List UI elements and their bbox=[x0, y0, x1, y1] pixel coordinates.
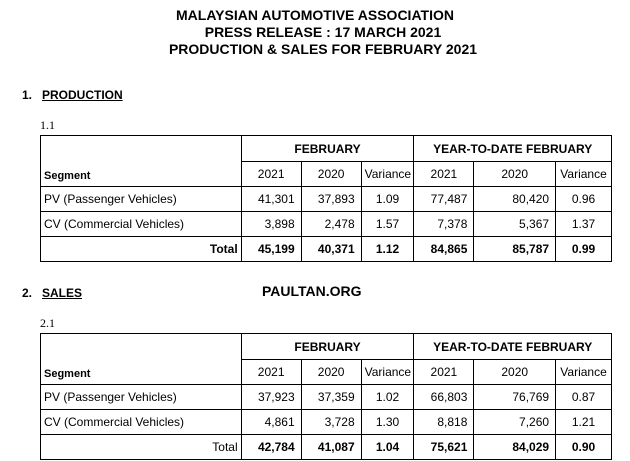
value-cell: 8,818 bbox=[414, 410, 474, 435]
total-variance-cell: 0.99 bbox=[556, 237, 612, 262]
section-number: 2. bbox=[22, 286, 33, 300]
column-header: 2021 bbox=[241, 360, 301, 385]
value-cell: 77,487 bbox=[414, 187, 474, 212]
column-header: 2021 bbox=[241, 162, 301, 187]
column-header: 2020 bbox=[474, 162, 556, 187]
value-cell: 41,301 bbox=[241, 187, 301, 212]
variance-cell: 1.30 bbox=[361, 410, 414, 435]
press-title-subject: PRODUCTION & SALES FOR FEBRUARY 2021 bbox=[168, 41, 478, 57]
ytd-group-header: YEAR-TO-DATE FEBRUARY bbox=[414, 334, 612, 360]
total-variance-cell: 1.04 bbox=[361, 435, 414, 460]
total-row bbox=[41, 237, 612, 262]
february-group-header: FEBRUARY bbox=[241, 334, 414, 360]
segment-cell: PV (Passenger Vehicles) bbox=[41, 187, 242, 212]
total-value-cell: 45,199 bbox=[241, 237, 301, 262]
press-title-association: MALAYSIAN AUTOMOTIVE ASSOCIATION bbox=[176, 7, 454, 23]
production-table bbox=[40, 135, 612, 262]
section-number: 1. bbox=[22, 88, 33, 102]
variance-cell: 0.87 bbox=[556, 385, 612, 410]
total-value-cell: 42,784 bbox=[241, 435, 301, 460]
variance-cell: 1.21 bbox=[556, 410, 612, 435]
column-header: Variance bbox=[361, 360, 414, 385]
table-sublabel-sales: 2.1 bbox=[40, 316, 55, 330]
value-cell: 7,378 bbox=[414, 212, 474, 237]
total-value-cell: 84,029 bbox=[474, 435, 556, 460]
column-header: Variance bbox=[361, 162, 414, 187]
total-value-cell: 85,787 bbox=[474, 237, 556, 262]
value-cell: 37,923 bbox=[241, 385, 301, 410]
column-header: 2020 bbox=[474, 360, 556, 385]
value-cell: 2,478 bbox=[301, 212, 361, 237]
table-row bbox=[41, 410, 612, 435]
value-cell: 3,728 bbox=[301, 410, 361, 435]
segment-cell: CV (Commercial Vehicles) bbox=[41, 212, 242, 237]
section-title: PRODUCTION bbox=[42, 88, 123, 102]
column-header: 2021 bbox=[414, 162, 474, 187]
february-group-header: FEBRUARY bbox=[241, 136, 414, 162]
ytd-group-header: YEAR-TO-DATE FEBRUARY bbox=[414, 136, 612, 162]
column-header: Variance bbox=[556, 162, 612, 187]
total-row bbox=[41, 435, 612, 460]
section-title: SALES bbox=[42, 286, 83, 300]
column-header: 2020 bbox=[301, 360, 361, 385]
segment-column-header: Segment bbox=[41, 334, 242, 385]
table-row bbox=[41, 187, 612, 212]
total-value-cell: 75,621 bbox=[414, 435, 474, 460]
value-cell: 5,367 bbox=[474, 212, 556, 237]
segment-cell: CV (Commercial Vehicles) bbox=[41, 410, 242, 435]
total-label: Total bbox=[41, 237, 242, 262]
variance-cell: 1.37 bbox=[556, 212, 612, 237]
column-header: Variance bbox=[556, 360, 612, 385]
sales-table bbox=[40, 333, 612, 460]
total-label: Total bbox=[41, 435, 242, 460]
variance-cell: 1.09 bbox=[361, 187, 414, 212]
total-value-cell: 84,865 bbox=[414, 237, 474, 262]
table-row bbox=[41, 212, 612, 237]
value-cell: 7,260 bbox=[474, 410, 556, 435]
variance-cell: 0.96 bbox=[556, 187, 612, 212]
table-header-row bbox=[41, 136, 612, 162]
table-sublabel-production: 1.1 bbox=[40, 118, 55, 132]
value-cell: 3,898 bbox=[241, 212, 301, 237]
table-header-row bbox=[41, 334, 612, 360]
value-cell: 76,769 bbox=[474, 385, 556, 410]
value-cell: 80,420 bbox=[474, 187, 556, 212]
value-cell: 37,893 bbox=[301, 187, 361, 212]
column-header: 2021 bbox=[414, 360, 474, 385]
total-variance-cell: 0.90 bbox=[556, 435, 612, 460]
segment-column-header: Segment bbox=[41, 136, 242, 187]
total-value-cell: 40,371 bbox=[301, 237, 361, 262]
value-cell: 4,861 bbox=[241, 410, 301, 435]
total-variance-cell: 1.12 bbox=[361, 237, 414, 262]
total-value-cell: 41,087 bbox=[301, 435, 361, 460]
value-cell: 66,803 bbox=[414, 385, 474, 410]
table-row bbox=[41, 385, 612, 410]
variance-cell: 1.57 bbox=[361, 212, 414, 237]
column-header: 2020 bbox=[301, 162, 361, 187]
watermark-text: PAULTAN.ORG bbox=[262, 283, 362, 299]
variance-cell: 1.02 bbox=[361, 385, 414, 410]
press-title-release-date: PRESS RELEASE : 17 MARCH 2021 bbox=[204, 24, 442, 40]
segment-cell: PV (Passenger Vehicles) bbox=[41, 385, 242, 410]
value-cell: 37,359 bbox=[301, 385, 361, 410]
